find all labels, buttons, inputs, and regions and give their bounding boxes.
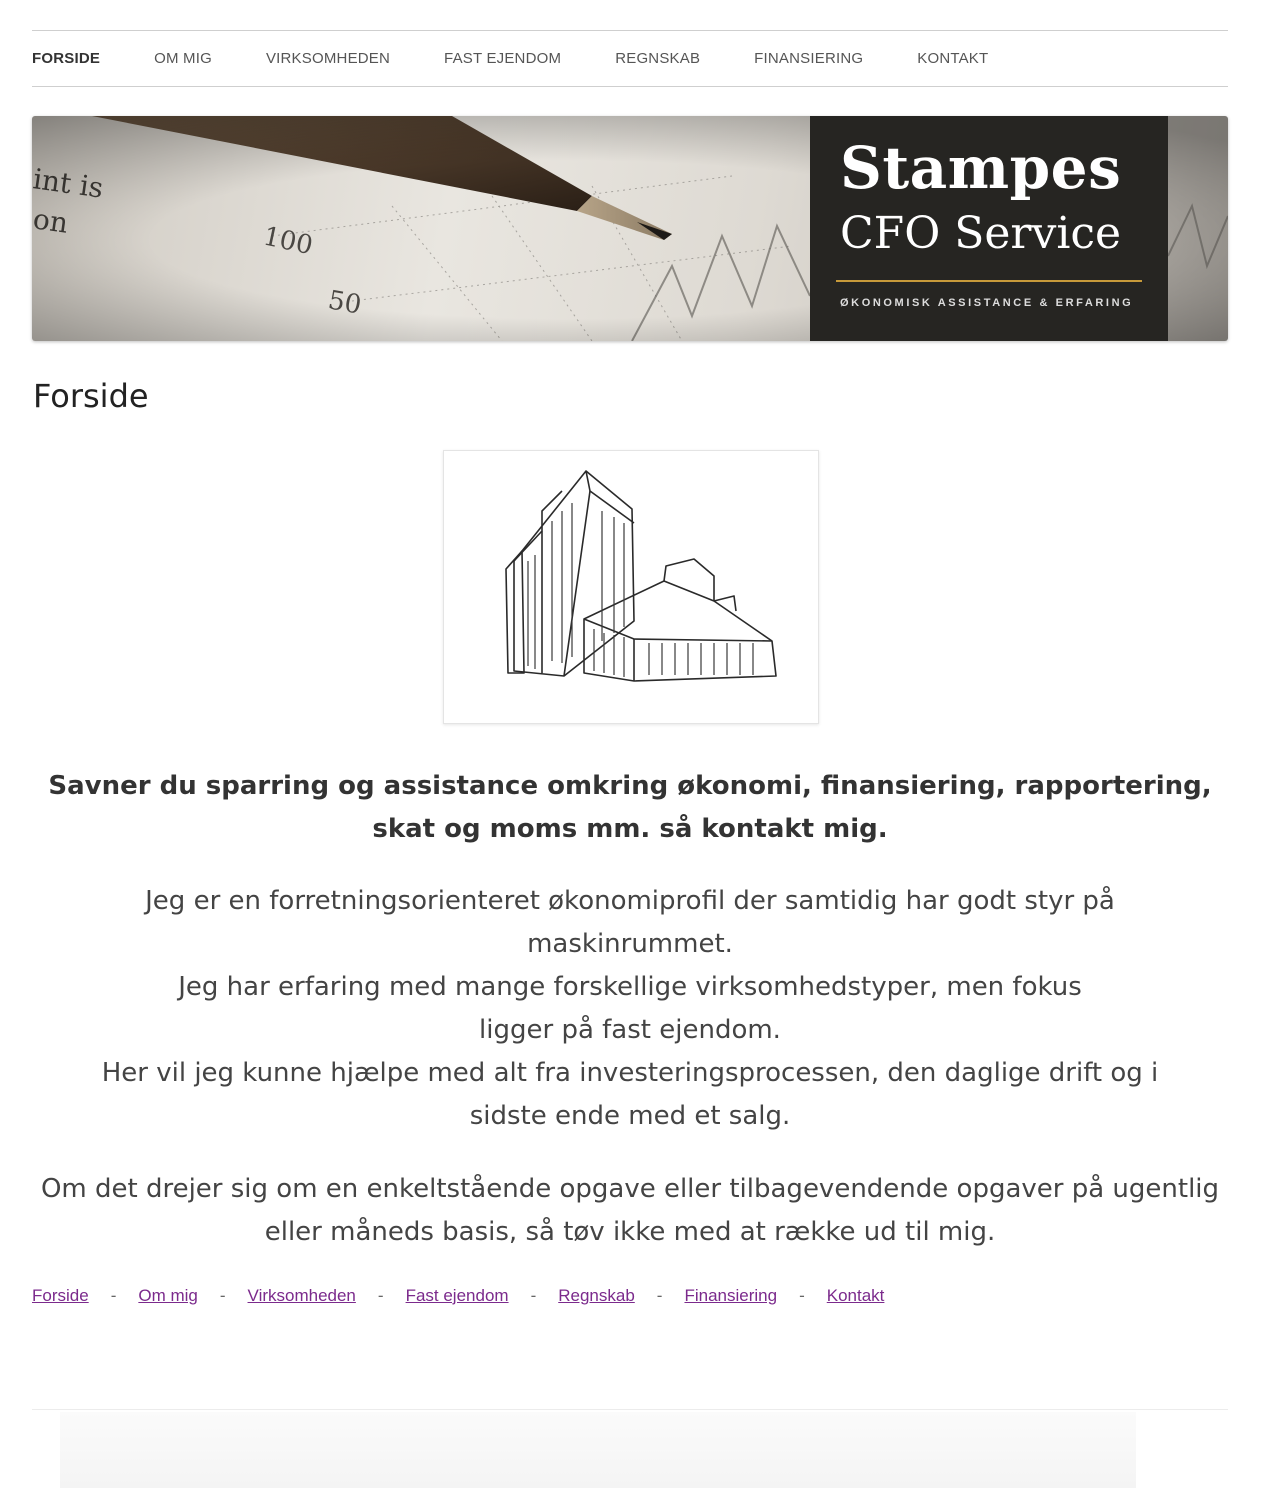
brand-divider [836, 280, 1142, 282]
footer-separator: - [377, 1286, 384, 1305]
nav-item-kontakt[interactable]: KONTAKT [917, 50, 989, 67]
header-banner [32, 116, 1228, 341]
nav-item-om-mig[interactable]: OM MIG [154, 50, 212, 67]
brand-title: Stampes [840, 134, 1122, 202]
footer-separator: - [656, 1286, 663, 1305]
footer-separator: - [799, 1286, 805, 1305]
intro-line: Her vil jeg kunne hjælpe med alt fra investeringsprocessen, den daglige drift og i sidste ende med et salg. [101, 1058, 1159, 1131]
page-title: Forside [33, 377, 149, 415]
intro-line: Jeg har erfaring med mange forskellige virksomhedstyper, men fokus ligger på fast ejendom. [178, 972, 1082, 1045]
intro-line: Jeg er en forretningsorienteret økonomiprofil der samtidig har godt styr på maskinrummet. [145, 886, 1115, 959]
closing-paragraph: Om det drejer sig om en enkeltstående opgave eller tilbagevendende opgaver på ugentlig eller måneds basis, så tøv ikke med at række ud til mig. [40, 1174, 1220, 1247]
intro-paragraph [32, 880, 1228, 1138]
nav-item-forside[interactable]: FORSIDE [32, 50, 101, 67]
footer-separator: - [219, 1286, 226, 1305]
footer-separator: - [530, 1286, 537, 1305]
nav-item-finansiering[interactable]: FINANSIERING [754, 50, 864, 67]
footer-link-kontakt[interactable]: Kontakt [826, 1286, 885, 1305]
footer-link-finansiering[interactable]: Finansiering [684, 1286, 778, 1305]
footer-link-forside[interactable]: Forside [32, 1286, 89, 1305]
lead-text: Savner du sparring og assistance omkring økonomi, finansiering, rapportering, skat og moms mm. så kontakt mig. [48, 771, 1212, 844]
nav-item-fast-ejendom[interactable]: FAST EJENDOM [444, 50, 562, 67]
building-sketch-image [443, 450, 819, 724]
nav-item-regnskab[interactable]: REGNSKAB [615, 50, 701, 67]
footer-separator: - [110, 1286, 117, 1305]
brand-logo [810, 116, 1168, 341]
main-navigation [32, 30, 1228, 87]
footer-link-virksomheden[interactable]: Virksomheden [247, 1286, 356, 1305]
brand-tagline: ØKONOMISK ASSISTANCE & ERFARING [840, 297, 1134, 309]
footer-link-fast-ejendom[interactable]: Fast ejendom [405, 1286, 509, 1305]
footer-navigation [32, 1286, 1228, 1306]
footer-band [60, 1412, 1136, 1488]
footer-link-om-mig[interactable]: Om mig [138, 1286, 198, 1305]
building-sketch-icon [444, 451, 818, 723]
footer-link-regnskab[interactable]: Regnskab [558, 1286, 635, 1305]
footer-divider [32, 1409, 1228, 1410]
brand-subtitle: CFO Service [840, 208, 1122, 259]
nav-item-virksomheden[interactable]: VIRKSOMHEDEN [265, 50, 391, 67]
